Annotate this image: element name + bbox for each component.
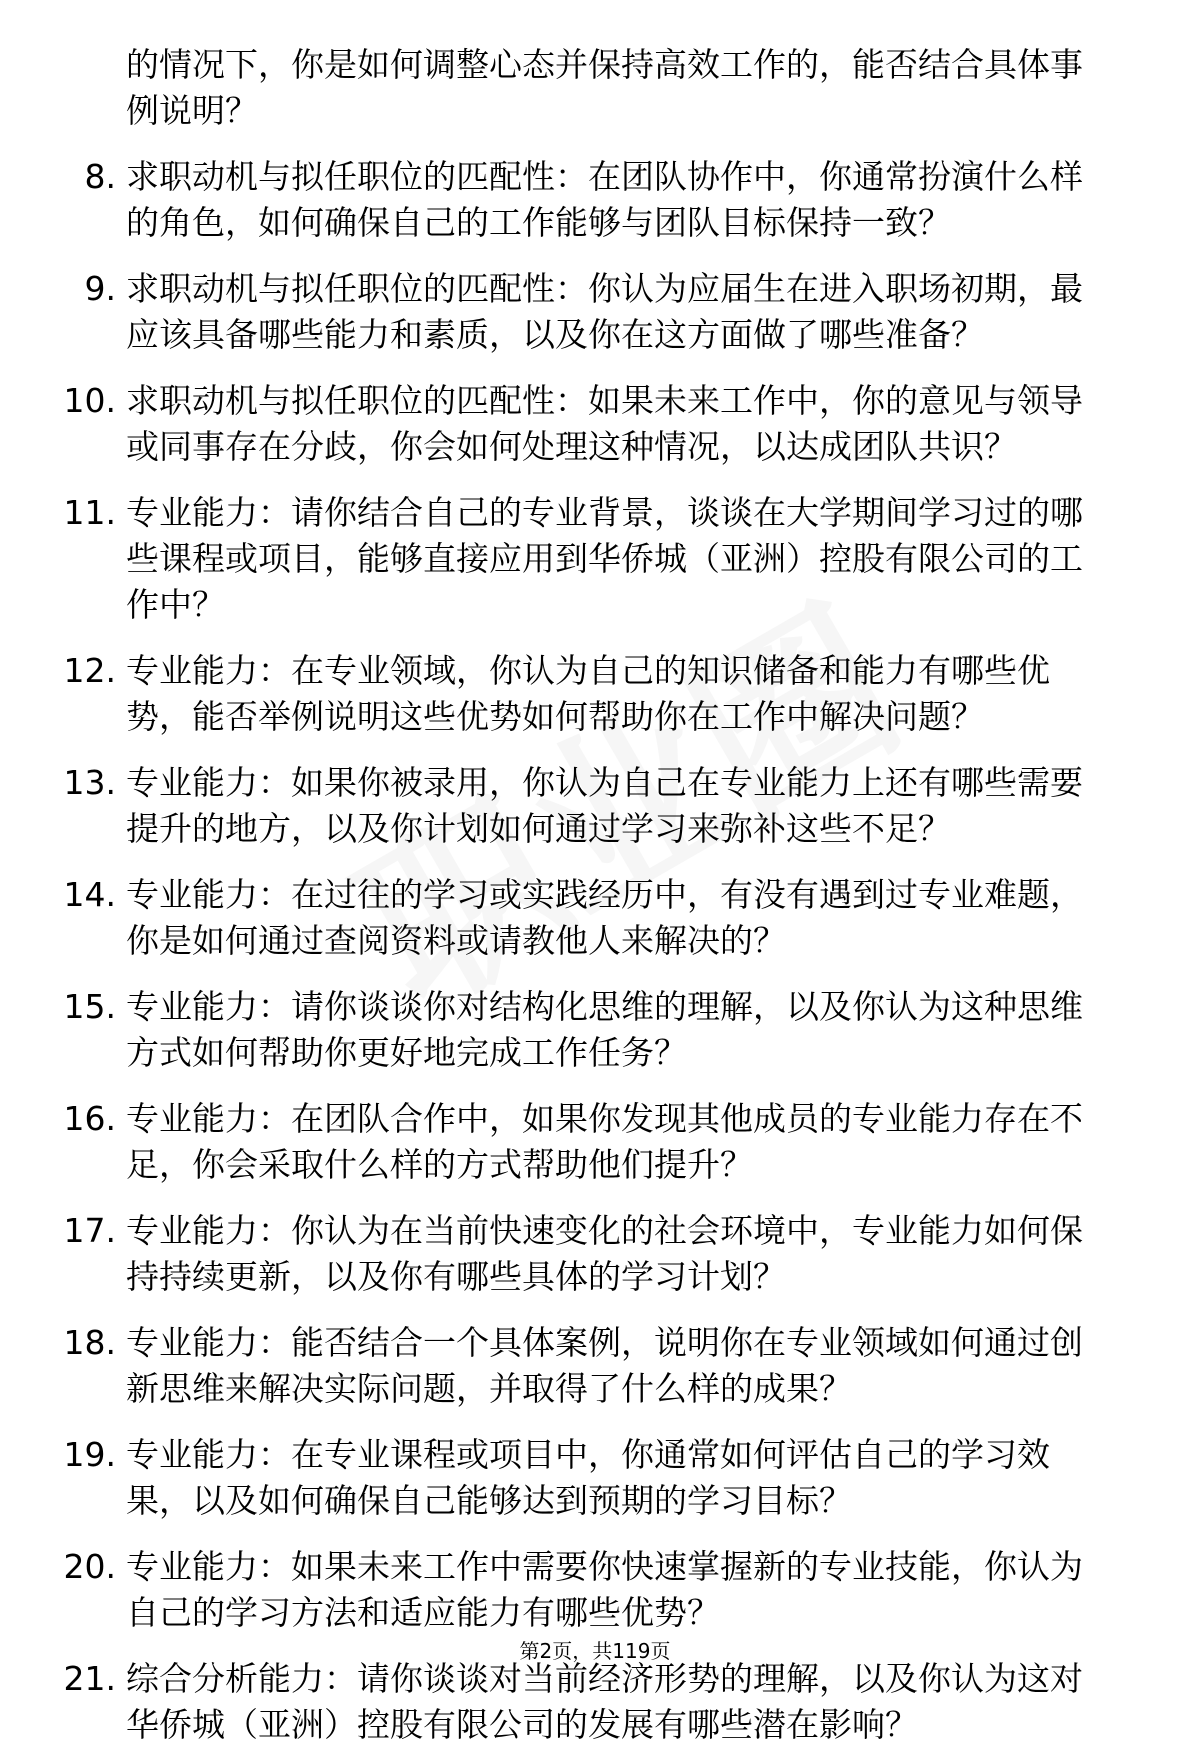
question-number: 14.: [63, 875, 116, 914]
question-item: [0, 1096, 1190, 1188]
continuation-text: 的情况下，你是如何调整心态并保持高效工作的，能否结合具体事例说明？: [126, 45, 1083, 130]
question-text: 专业能力：如果你被录用，你认为自己在专业能力上还有哪些需要提升的地方，以及你计划如何通过学习来弥补这些不足？: [126, 763, 1083, 848]
question-list: [0, 154, 1190, 1748]
question-number: 18.: [63, 1323, 116, 1362]
question-number: 12.: [63, 651, 116, 690]
question-item: [0, 1656, 1190, 1748]
question-item: [0, 378, 1190, 470]
question-text: 求职动机与拟任职位的匹配性：在团队协作中，你通常扮演什么样的角色，如何确保自己的工作能够与团队目标保持一致？: [126, 157, 1083, 242]
page-footer: 第2页，共119页: [519, 1639, 671, 1663]
question-text: 求职动机与拟任职位的匹配性：你认为应届生在进入职场初期，最应该具备哪些能力和素质，以及你在这方面做了哪些准备？: [126, 269, 1083, 354]
question-text: 专业能力：在专业领域，你认为自己的知识储备和能力有哪些优势，能否举例说明这些优势如何帮助你在工作中解决问题？: [126, 651, 1050, 736]
question-item: [0, 154, 1190, 246]
question-text: 专业能力：你认为在当前快速变化的社会环境中，专业能力如何保持持续更新，以及你有哪些具体的学习计划？: [126, 1211, 1083, 1296]
question-item: [0, 984, 1190, 1076]
question-text: 专业能力：请你结合自己的专业背景，谈谈在大学期间学习过的哪些课程或项目，能够直接应用到华侨城（亚洲）控股有限公司的工作中？: [126, 493, 1083, 624]
question-item: [0, 1544, 1190, 1636]
question-item: [0, 1320, 1190, 1412]
question-item: [0, 1208, 1190, 1300]
question-number: 9.: [84, 269, 116, 308]
question-number: 8.: [84, 157, 116, 196]
question-item: [0, 490, 1190, 628]
question-text: 专业能力：在专业课程或项目中，你通常如何评估自己的学习效果，以及如何确保自己能够达到预期的学习目标？: [126, 1435, 1050, 1520]
question-text: 专业能力：能否结合一个具体案例，说明你在专业领域如何通过创新思维来解决实际问题，并取得了什么样的成果？: [126, 1323, 1083, 1408]
question-item: [0, 872, 1190, 964]
question-number: 11.: [63, 493, 116, 532]
question-item: [0, 760, 1190, 852]
question-text: 专业能力：如果未来工作中需要你快速掌握新的专业技能，你认为自己的学习方法和适应能力有哪些优势？: [126, 1547, 1083, 1632]
question-number: 15.: [63, 987, 116, 1026]
page-content: [0, 42, 1190, 1748]
question-text: 求职动机与拟任职位的匹配性：如果未来工作中，你的意见与领导或同事存在分歧，你会如何处理这种情况，以达成团队共识？: [126, 381, 1083, 466]
question-item: [0, 648, 1190, 740]
question-number: 19.: [63, 1435, 116, 1474]
question-item: [0, 1432, 1190, 1524]
question-number: 13.: [63, 763, 116, 802]
question-number: 16.: [63, 1099, 116, 1138]
question-number: 21.: [63, 1659, 116, 1698]
question-item: [0, 266, 1190, 358]
question-text: 综合分析能力：请你谈谈对当前经济形势的理解，以及你认为这对华侨城（亚洲）控股有限公司的发展有哪些潜在影响？: [126, 1659, 1083, 1744]
question-text: 专业能力：在团队合作中，如果你发现其他成员的专业能力存在不足，你会采取什么样的方式帮助他们提升？: [126, 1099, 1083, 1184]
question-number: 17.: [63, 1211, 116, 1250]
question-text: 专业能力：请你谈谈你对结构化思维的理解，以及你认为这种思维方式如何帮助你更好地完成工作任务？: [126, 987, 1083, 1072]
question-number: 20.: [63, 1547, 116, 1586]
question-text: 专业能力：在过往的学习或实践经历中，有没有遇到过专业难题，你是如何通过查阅资料或请教他人来解决的？: [126, 875, 1083, 960]
question-number: 10.: [63, 381, 116, 420]
